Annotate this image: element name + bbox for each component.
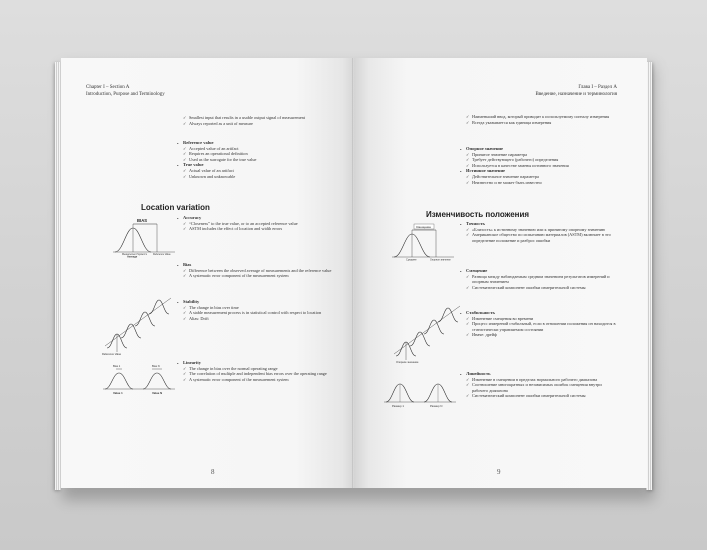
list-item: ✓ Actual value of an artifact — [183, 168, 333, 174]
header-chapter: Глава I – Раздел А — [578, 85, 617, 90]
block-title: True value — [183, 162, 204, 168]
bias1-label: Bias 1 — [113, 365, 121, 368]
list-item: ✓ ASTM includes the effect of location and width errors — [183, 226, 333, 232]
page-number: 8 — [211, 468, 215, 476]
list-item: ✓ Difference between the observed average of measurements and the reference value — [183, 268, 333, 274]
reference-value-block: • Опорное значение ✓ Принятое значение параметра ✓ Требует действующего (рабочего) определения ✓ Используется в качестве замены истинного значения • Истинное значение ✓ Действительное значение параметра ✓ Неизвестно и не может быть известно — [466, 146, 616, 185]
bias-block: • Смещение ✓ Разница между наблюдаемым средним значением результатов измерений и опорным значением ✓ Систематический компонент ошибки измерительной системы — [466, 268, 616, 290]
list-item: ✓ Изменение в смещении в пределах нормального рабочего диапазона — [466, 377, 616, 383]
ref-label: Опорное значение — [396, 361, 419, 364]
list-item: ✓ The change in bias over time — [183, 305, 333, 311]
list-item: ✓ Наименьший ввод, который приводит к используемому сигналу измерения — [466, 114, 616, 120]
value1-label: Value 1 — [113, 391, 123, 395]
block-title: Stability — [183, 299, 200, 304]
list-item: ✓ Неизвестно и не может быть известно — [466, 180, 616, 186]
left-page-header — [86, 85, 165, 98]
ref-label: Reference Value — [153, 253, 171, 256]
list-item: ✓ Accepted value of an artifact — [183, 146, 333, 152]
curve-1 — [105, 373, 133, 389]
list-item: ✓ A stable measurement process is in statistical control with respect to location — [183, 310, 333, 316]
curve-2 — [410, 332, 430, 346]
bias-label: Смещение — [416, 224, 432, 229]
ref-label: Опорное значение — [430, 258, 451, 262]
list-item: ✓ Американское общество по испытанию материалов (ASTM) включает в это определение положение и разброс ошибки — [466, 232, 616, 243]
list-item: ✓ Соотношение многократных и независимых ошибок смещения внутри рабочего диапазона — [466, 382, 616, 393]
list-item: ✓ A systematic error component of the measurement system — [183, 377, 333, 383]
header-title: Введение, назначение и терминология — [535, 91, 617, 97]
bias-label: BIAS — [137, 218, 148, 223]
list-item: ✓ Используется в качестве замены истинного значения — [466, 163, 616, 169]
block-title: Bias — [183, 262, 192, 267]
list-item: ✓ The correlation of multiple and independent bias errors over the operating range — [183, 371, 333, 377]
list-item: ✓ Изменение смещения во времени — [466, 316, 616, 322]
list-item: ✓ Alias: Drift — [183, 316, 333, 322]
curve-2 — [121, 324, 141, 338]
avg-label-2: Average — [127, 255, 138, 258]
block-title: Reference value — [183, 140, 214, 145]
list-item: ✓ “Closeness” to the true value, or to an accepted reference value — [183, 221, 333, 227]
linearity-figure — [103, 363, 177, 397]
list-item: ✓ Разница между наблюдаемым средним значением результатов измерений и опорным значением — [466, 274, 616, 285]
curve-3 — [135, 312, 155, 326]
list-item: ✓ Used as the surrogate for the true value — [183, 157, 333, 163]
list-item: ✓ Smallest input that results in a usable output signal of measurement — [183, 115, 333, 121]
right-page-header — [536, 85, 618, 98]
intro-list — [183, 115, 333, 126]
list-item: ✓ Процесс измерений стабильный, если в отношении положения он находится в статистически управляемом состоянии — [466, 321, 616, 332]
accuracy-block: • Точность ✓ «Близость» к истинному значению или к принятому опорному значению ✓ Американское общество по испытанию материалов (ASTM) включает в это определение положение и разброс ошибки — [466, 221, 616, 243]
reference-value-block: • Reference value ✓ Accepted value of an artifact ✓ Requires an operational definition ✓ Used as the surrogate for the true value • True value ✓ Actual value of an artifact ✓ Unknown and unknowable — [183, 140, 333, 179]
time-axis — [394, 306, 460, 354]
valuen-label: Размер N — [430, 404, 443, 408]
block-title: Accuracy — [183, 215, 202, 220]
list-item: ✓ «Близость» к истинному значению или к принятому опорному значению — [466, 227, 616, 233]
list-item: ✓ The change in bias over the normal operating range — [183, 366, 333, 372]
list-item: ✓ Требует действующего (рабочего) определения — [466, 157, 616, 163]
page-number: 9 — [497, 468, 501, 476]
list-item: ✓ Систематический компонент ошибки измерительной системы — [466, 285, 616, 291]
block-title: Линейность — [466, 371, 491, 376]
biasn-label: Bias N — [152, 365, 160, 368]
linearity-block: • Линейность ✓ Изменение в смещении в пределах нормального рабочего диапазона ✓ Соотношение многократных и независимых ошибок смещения внутри рабочего диапазона ✓ Систематический компонент ошибки измерительной системы — [466, 371, 616, 399]
valuen-label: Value N — [152, 391, 163, 395]
list-item: ✓ Иначе: дрейф — [466, 332, 616, 338]
ref-label: Reference Value — [102, 353, 122, 356]
header-chapter: Chapter I – Section A — [86, 85, 130, 90]
list-item: ✓ Систематический компонент ошибки измерительной системы — [466, 393, 616, 399]
section-title: Изменчивость положения — [426, 210, 530, 219]
stability-figure — [101, 294, 175, 356]
avg-label: Measurement System's — [122, 253, 147, 256]
accuracy-figure — [113, 216, 177, 258]
block-title: Истинное значение — [466, 168, 506, 174]
list-item: ✓ Принятое значение параметра — [466, 152, 616, 158]
time-axis — [105, 298, 171, 346]
header-title: Introduction, Purpose and Terminology — [86, 91, 165, 97]
intro-list — [466, 114, 616, 125]
block-title: Стабильность — [466, 310, 495, 315]
list-item: ✓ Always reported as a unit of measure — [183, 121, 333, 127]
avg-label: Среднее — [406, 258, 417, 262]
section-title: Location variation — [141, 203, 210, 212]
list-item: ✓ Действительное значение параметра — [466, 174, 616, 180]
block-title: Linearity — [183, 360, 201, 365]
bias-block: • Bias ✓ Difference between the observed average of measurements and the reference value ✓ A systematic error component of the measurement system — [183, 262, 333, 279]
linearity-figure — [384, 376, 458, 410]
stability-block: • Stability ✓ The change in bias over time ✓ A stable measurement process is in statistical control with respect to location ✓ Alias: Drift — [183, 299, 333, 321]
right-page — [354, 58, 647, 488]
accuracy-figure — [392, 221, 456, 263]
value1-label: Размер 1 — [392, 404, 404, 408]
list-item: ✓ A systematic error component of the measurement system — [183, 273, 333, 279]
block-title: Смещение — [466, 268, 488, 273]
block-title: Точность — [466, 221, 485, 226]
block-title: Опорное значение — [466, 146, 503, 151]
curve-n — [143, 373, 171, 389]
accuracy-block: • Accuracy ✓ “Closeness” to the true value, or to an accepted reference value ✓ ASTM includes the effect of location and width errors — [183, 215, 333, 232]
list-item: ✓ Requires an operational definition — [183, 151, 333, 157]
stability-figure — [390, 302, 464, 364]
list-item: ✓ Unknown and unknowable — [183, 174, 333, 180]
left-page — [61, 58, 354, 488]
curve-3 — [424, 320, 444, 334]
list-item: ✓ Всегда указывается как единица измерения — [466, 120, 616, 126]
linearity-block: • Linearity ✓ The change in bias over the normal operating range ✓ The correlation of multiple and independent bias errors over the operating range ✓ A systematic error component of the measurement system — [183, 360, 333, 382]
stability-block: • Стабильность ✓ Изменение смещения во времени ✓ Процесс измерений стабильный, если в отношении положения он находится в статистически управляемом состоянии ✓ Иначе: дрейф — [466, 310, 616, 338]
